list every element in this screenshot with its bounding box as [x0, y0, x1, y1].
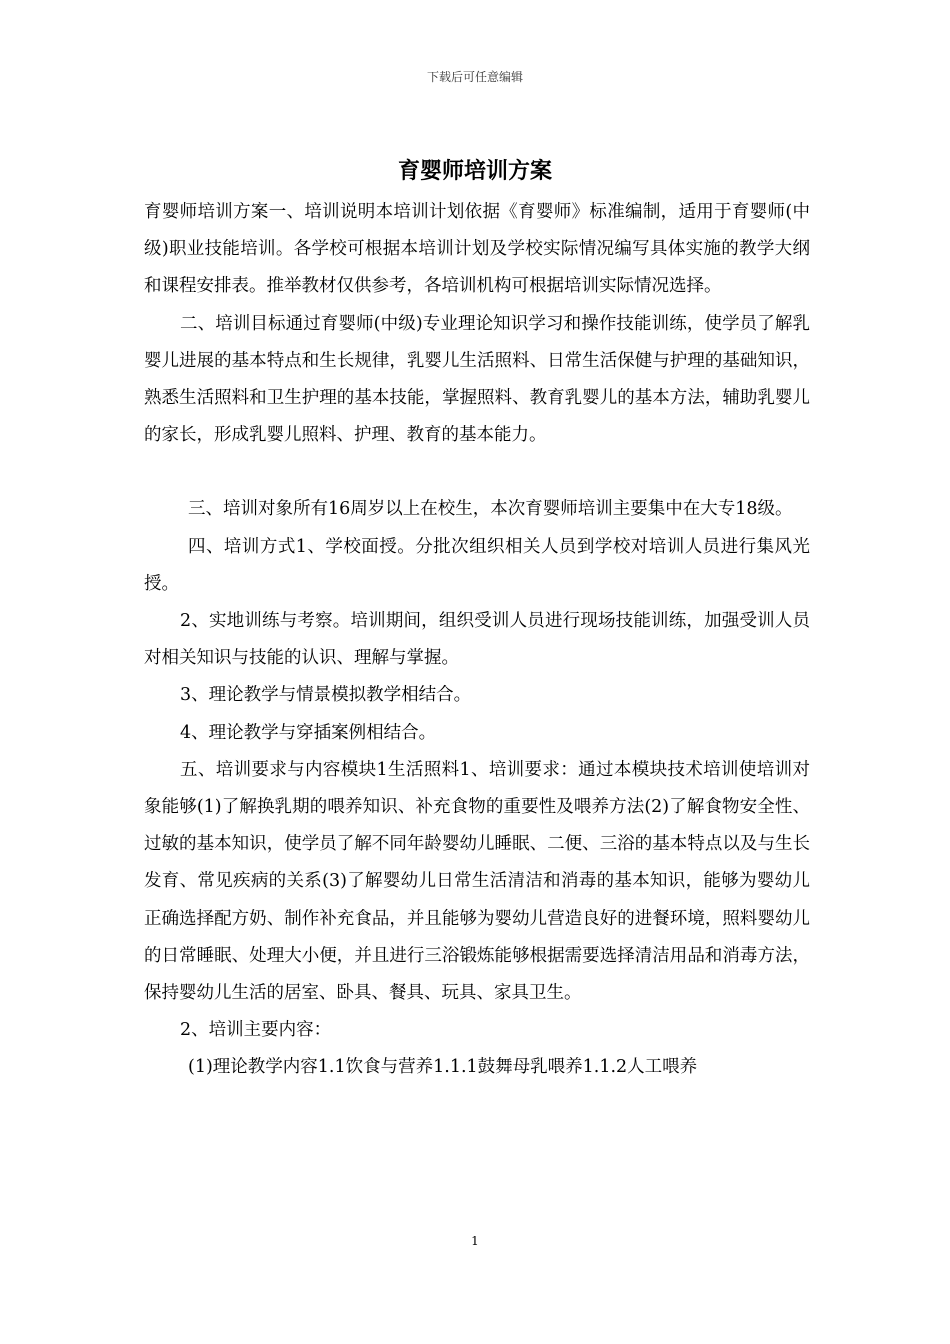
page-number: 1 — [471, 1234, 479, 1248]
header-note: 下载后可任意编辑 — [426, 70, 523, 84]
document-title: 育婴师培训方案 — [397, 158, 552, 184]
document-body — [144, 194, 810, 1087]
paragraph-scenario-teaching: 3、理论教学与情景模拟教学相结合。 — [180, 685, 472, 706]
paragraph-training-methods: 四、培训方式1、学校面授。分批次组织相关人员到学校对培训人员进行集风光授。 — [144, 536, 810, 594]
paragraph-training-goals: 二、培训目标通过育婴师(中级)专业理论知识学习和操作技能训练，使学员了解乳婴儿进展的基本特点和生长规律，乳婴儿生活照料、日常生活保健与护理的基础知识，熟悉生活照料和卫生护理的基本技能，掌握照料、教育乳婴儿的基本方法，辅助乳婴儿的家长，形成乳婴儿照料、护理、教育的基本能力。 — [144, 313, 810, 446]
paragraph-training-description: 育婴师培训方案一、培训说明本培训计划依据《育婴师》标准编制，适用于育婴师(中级)职业技能培训。各学校可根据本培训计划及学校实际情况编写具体实施的教学大纲和课程安排表。推举教材仅供参考，各培训机构可根据培训实际情况选择。 — [144, 202, 810, 297]
paragraph-main-content-heading: 2、培训主要内容： — [180, 1020, 332, 1041]
paragraph-training-audience: 三、培训对象所有16周岁以上在校生，本次育婴师培训主要集中在大专18级。 — [188, 499, 793, 520]
paragraph-spacer — [144, 454, 810, 491]
paragraph-field-training: 2、实地训练与考察。培训期间，组织受训人员进行现场技能训练，加强受训人员对相关知识与技能的认识、理解与掌握。 — [144, 611, 810, 669]
paragraph-case-teaching: 4、理论教学与穿插案例相结合。 — [180, 722, 437, 743]
paragraph-theory-content: (1)理论教学内容1.1饮食与营养1.1.1鼓舞母乳喂养1.1.2人工喂养 — [188, 1057, 698, 1078]
paragraph-training-requirements: 五、培训要求与内容模块1生活照料1、培训要求：通过本模块技术培训使培训对象能够(1)了解换乳期的喂养知识、补充食物的重要性及喂养方法(2)了解食物安全性、过敏的基本知识，使学员了解不同年龄婴幼儿睡眠、二便、三浴的基本特点以及与生长发育、常见疾病的关系(3)了解婴幼儿日常生活清洁和消毒的基本知识，能够为婴幼儿正确选择配方奶、制作补充食品，并且能够为婴幼儿营造良好的进餐环境，照料婴幼儿的日常睡眠、处理大小便，并且进行三浴锻炼能够根据需要选择清洁用品和消毒方法，保持婴幼儿生活的居室、卧具、餐具、玩具、家具卫生。 — [144, 759, 810, 1004]
